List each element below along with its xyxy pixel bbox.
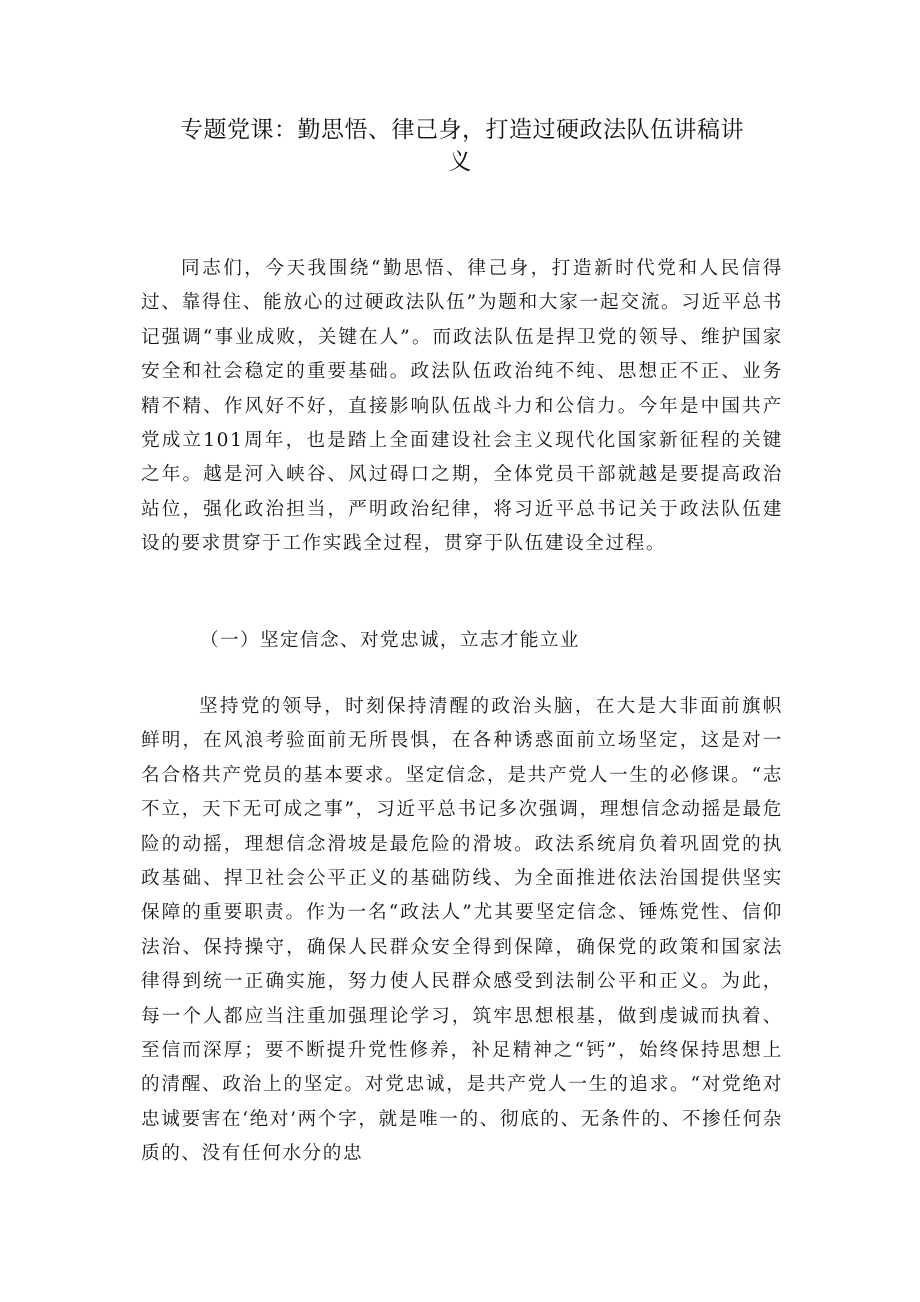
document-title bbox=[180, 114, 780, 178]
section-heading-1: （一）坚定信念、对党忠诚，立志才能立业 bbox=[200, 630, 580, 651]
document-title-line-1: 专题党课：勤思悟、律己身，打造过硬政法队伍讲稿讲 bbox=[180, 117, 744, 143]
document-title-line-2: 义 bbox=[448, 149, 472, 175]
section-1-paragraph: 坚持党的领导，时刻保持清醒的政治头脑，在大是大非面前旗帜鲜明，在风浪考验面前无所畏惧，在各种诱惑面前立场坚定，这是对一名合格共产党员的基本要求。坚定信念，是共产党人一生的必修课。“志不立，天下无可成之事”，习近平总书记多次强调，理想信念动摇是最危险的动摇，理想信念滑坡是最危险的滑坡。政法系统肩负着巩固党的执政基础、捍卫社会公平正义的基础防线、为全面推进依法治国提供坚实保障的重要职责。作为一名“政法人”尤其要坚定信念、锤炼党性、信仰法治、保持操守，确保人民群众安全得到保障，确保党的政策和国家法律得到统一正确实施，努力使人民群众感受到法制公平和正义。为此，每一个人都应当注重加强理论学习，筑牢思想根基，做到虔诚而执着、至信而深厚；要不断提升党性修养，补足精神之“钙”，始终保持思想上的清醒、政治上的坚定。对党忠诚，是共产党人一生的追求。“对党绝对忠诚要害在‘绝对’两个字，就是唯一的、彻底的、无条件的、不掺任何杂质的、没有任何水分的忠 bbox=[141, 696, 783, 1165]
intro-paragraph: 同志们，今天我围绕“勤思悟、律己身，打造新时代党和人民信得过、靠得住、能放心的过硬政法队伍”为题和大家一起交流。习近平总书记强调“事业成败，关键在人”。而政法队伍是捍卫党的领导、维护国家安全和社会稳定的重要基础。政法队伍政治纯不纯、思想正不正、业务精不精、作风好不好，直接影响队伍战斗力和公信力。今年是中国共产党成立101周年，也是踏上全面建设社会主义现代化国家新征程的关键之年。越是河入峡谷、风过碍口之期，全体党员干部就越是要提高政治站位，强化政治担当，严明政治纪律，将习近平总书记关于政法队伍建设的要求贯穿于工作实践全过程，贯穿于队伍建设全过程。 bbox=[141, 258, 783, 555]
